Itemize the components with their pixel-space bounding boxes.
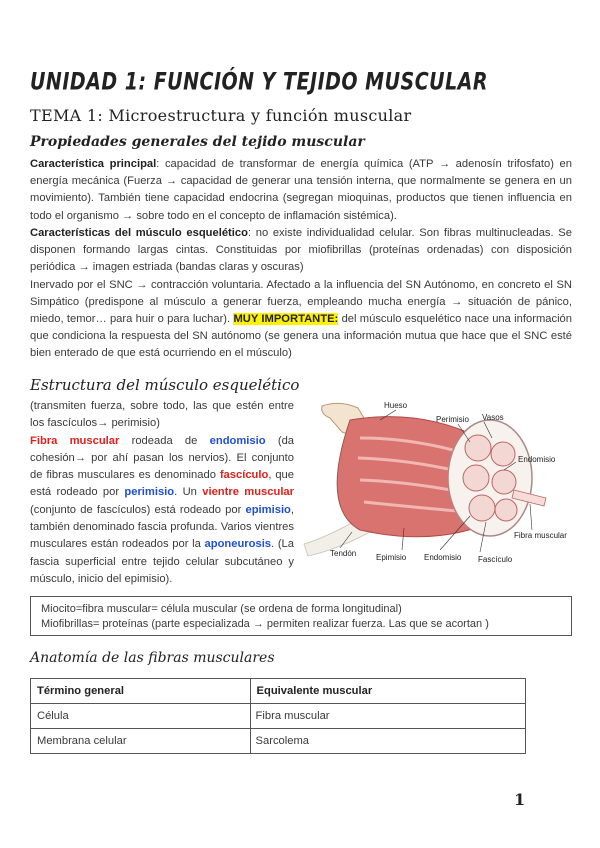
skeletal-text-3: del músculo esquelético nace una información que condiciona la respuesta del SN autónomo (se genera una información mutua que hace que el SNC esté bien enterado de que está ocurriendo en el músculo) (30, 313, 573, 360)
table-header-cell: Equivalente muscular (250, 679, 525, 704)
muscle-diagram-svg (300, 398, 580, 578)
muscle-structure-diagram (300, 398, 580, 578)
text-fragment: . Un (174, 486, 203, 499)
text-fragment: , también denominado fascia profunda. Varios vientres musculares están rodeados por la (30, 503, 294, 551)
table-cell: Membrana celular (31, 729, 251, 754)
page-number: 1 (514, 790, 526, 809)
term-aponeurosis: aponeurosis (204, 538, 272, 551)
fascicle-shape (495, 499, 517, 521)
label-endomisio-right: Endomisio (518, 455, 556, 464)
structure-title: Estructura del músculo esquelético (30, 376, 300, 394)
important-highlight: MUY IMPORTANTE: (233, 313, 339, 326)
skeletal-text-1: : no existe individualidad celular. Son fibras multinucleadas. Se disponen formando largas cintas. Constituidas por miofibrillas (proteínas ordenadas) con disposición periódica → imagen estriada (bandas claras y oscuras) (30, 227, 572, 274)
term-endomisio: endomisio (209, 434, 266, 447)
table-cell: Célula (31, 704, 251, 729)
label-fasciculo: Fascículo (478, 555, 513, 564)
structure-text (30, 398, 294, 588)
skeletal-characteristics-label: Características del músculo esquelético (30, 227, 248, 239)
table-header-row (31, 679, 526, 704)
label-hueso: Hueso (384, 401, 408, 410)
definition-line-2: Miofibrillas= proteínas (parte especializada → permiten realizar fuerza. Las que se acortan ) (41, 618, 489, 630)
table-row (31, 704, 526, 729)
table-cell: Fibra muscular (250, 704, 525, 729)
anatomy-title: Anatomía de las fibras musculares (30, 650, 275, 666)
text-fragment: . (La fascia superficial entre tejido celular subcutáneo y músculo, inicio del epimisio). (30, 538, 295, 585)
label-endomisio-bottom: Endomisio (424, 553, 462, 562)
term-perimisio: perimisio (124, 486, 175, 499)
term-fasciculo: fascículo (219, 469, 269, 482)
label-vasos: Vasos (482, 413, 504, 422)
text-fragment: rodeada de (119, 434, 210, 447)
skeletal-text-2: Inervado por el SNC → contracción voluntaria. Afectado a la influencia del SN Autónomo, en concreto el SN Simpático (predispone al músculo a generar fuerza, empleando mucha energía → situación de pánico, miedo, temor… para huir o para luchar). (30, 278, 572, 326)
definition-line-1: Miocito=fibra muscular= célula muscular (se ordena de forma longitudinal) (41, 603, 402, 615)
table-header-cell: Término general (31, 679, 251, 704)
section-title: Propiedades generales del tejido muscular (30, 134, 365, 150)
table-row (31, 729, 526, 754)
label-perimisio: Perimisio (436, 415, 469, 424)
leader-line (530, 504, 532, 530)
text-fragment: (da cohesión→ por ahí pasan los nervios). El conjunto de fibras musculares es denominado (30, 434, 295, 482)
topic-title: TEMA 1: Microestructura y función muscular (30, 106, 412, 125)
main-characteristic-text: : capacidad de transformar de energía química (ATP → adenosín trifosfato) en energía mecánica (Fuerza → capacidad de generar una tensión interna, que normalmente se genera en un movimiento). También tiene capacidad endocrina (segregan mioquinas, productos que tienen influencia en todo el organismo → sobre todo en el concepto de inflamación sistémica). (30, 158, 572, 222)
label-epimisio: Epimisio (376, 553, 407, 562)
structure-intro: (transmiten fuerza, sobre todo, las que estén entre los fascículos→ perimisio) (30, 400, 294, 430)
fascicle-shape (463, 465, 489, 491)
label-tendon: Tendón (330, 549, 357, 558)
term-epimisio: epimisio (245, 503, 291, 516)
text-fragment: , que está rodeado por (30, 469, 294, 499)
main-characteristic-label: Característica principal (30, 158, 157, 170)
term-fibra-muscular: Fibra muscular (30, 434, 120, 447)
fascicle-shape (469, 495, 495, 521)
text-fragment: (conjunto de fascículos) está rodeado por (30, 503, 246, 516)
term-vientre-muscular: vientre muscular (202, 486, 294, 499)
paragraph-skeletal-muscle (30, 225, 572, 363)
definitions-box (30, 596, 572, 636)
unit-title: UNIDAD 1: FUNCIÓN Y TEJIDO MUSCULAR (30, 68, 489, 96)
fascicle-shape (465, 435, 491, 461)
paragraph-main-characteristic (30, 156, 572, 225)
label-fibra-muscular: Fibra muscular (514, 531, 567, 540)
anatomy-table (30, 678, 526, 754)
table-cell: Sarcolema (250, 729, 525, 754)
fascicle-shape (492, 470, 516, 494)
fascicle-shape (491, 442, 515, 466)
